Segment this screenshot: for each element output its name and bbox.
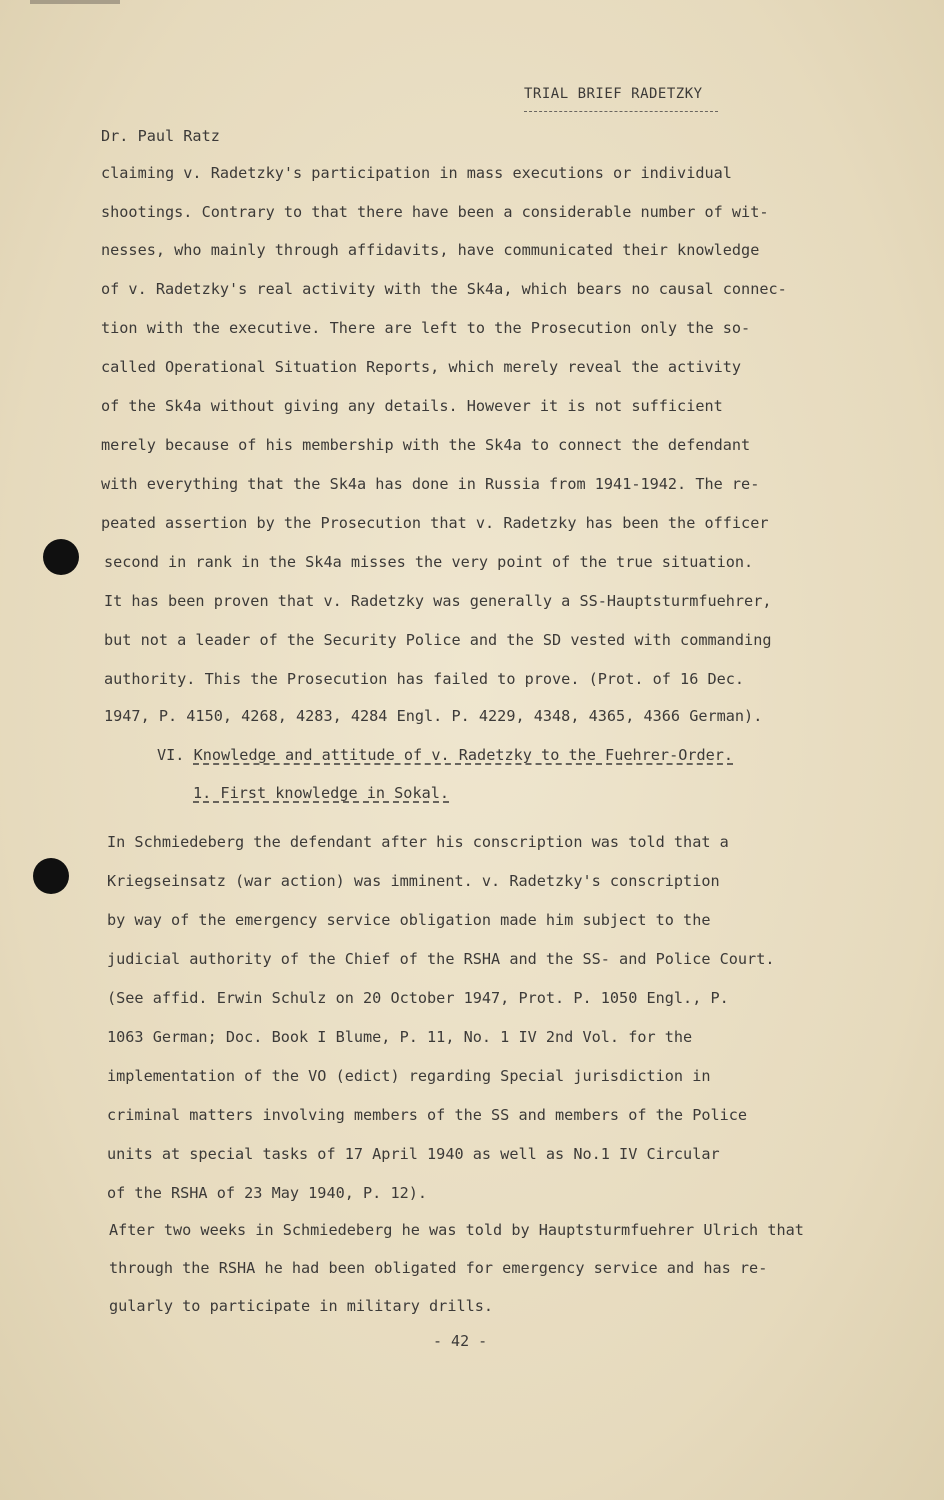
paragraph-1-line: shootings. Contrary to that there have been a considerable number of wit-	[101, 203, 769, 221]
paragraph-1-line: peated assertion by the Prosecution that v. Radetzky has been the officer	[101, 514, 769, 532]
paragraph-2-line: of the RSHA of 23 May 1940, P. 12).	[107, 1184, 428, 1202]
paragraph-2-line: In Schmiedeberg the defendant after his conscription was told that a	[107, 833, 729, 851]
paragraph-2-line: judicial authority of the Chief of the RSHA and the SS- and Police Court.	[107, 950, 775, 968]
subsection-heading: 1. First knowledge in Sokal.	[193, 784, 450, 802]
paragraph-1-line: called Operational Situation Reports, which merely reveal the activity	[101, 358, 742, 376]
page-number: - 42 -	[433, 1332, 488, 1350]
header-underline	[524, 111, 718, 112]
paragraph-1-line: 1947, P. 4150, 4268, 4283, 4284 Engl. P. 4229, 4348, 4365, 4366 German).	[104, 707, 763, 725]
paragraph-2-line: by way of the emergency service obligation made him subject to the	[107, 911, 711, 929]
paragraph-2-line: (See affid. Erwin Schulz on 20 October 1947, Prot. P. 1050 Engl., P.	[107, 989, 729, 1007]
paragraph-1-line: nesses, who mainly through affidavits, have communicated their knowledge	[101, 241, 760, 259]
paragraph-3-line: gularly to participate in military drills.	[109, 1297, 494, 1315]
paragraph-2-line: implementation of the VO (edict) regarding Special jurisdiction in	[107, 1067, 711, 1085]
paragraph-2-line: Kriegseinsatz (war action) was imminent. v. Radetzky's conscription	[107, 872, 720, 890]
scan-edge-mark	[30, 0, 120, 4]
section-title: Knowledge and attitude of v. Radetzky to the Fuehrer-Order.	[193, 746, 734, 764]
paragraph-1-line: tion with the executive. There are left to the Prosecution only the so-	[101, 319, 751, 337]
paragraph-1-line: claiming v. Radetzky's participation in mass executions or individual	[101, 164, 732, 182]
paragraph-2-line: criminal matters involving members of the SS and members of the Police	[107, 1106, 748, 1124]
paragraph-1-line: of v. Radetzky's real activity with the Sk4a, which bears no causal connec-	[101, 280, 787, 298]
paragraph-1-line: second in rank in the Sk4a misses the very point of the true situation.	[104, 553, 754, 571]
paragraph-1-line: merely because of his membership with the Sk4a to connect the defendant	[101, 436, 751, 454]
punch-hole-upper	[43, 539, 79, 575]
paragraph-2-line: 1063 German; Doc. Book I Blume, P. 11, No. 1 IV 2nd Vol. for the	[107, 1028, 693, 1046]
section-number: VI.	[157, 746, 185, 764]
paragraph-1-line: but not a leader of the Security Police and the SD vested with commanding	[104, 631, 772, 649]
paragraph-2-line: units at special tasks of 17 April 1940 as well as No.1 IV Circular	[107, 1145, 720, 1163]
punch-hole-lower	[33, 858, 69, 894]
paragraph-1-line: It has been proven that v. Radetzky was generally a SS-Hauptsturmfuehrer,	[104, 592, 772, 610]
header-title: TRIAL BRIEF RADETZKY	[524, 86, 703, 102]
paragraph-1-line: authority. This the Prosecution has failed to prove. (Prot. of 16 Dec.	[104, 670, 745, 688]
paragraph-1-line: of the Sk4a without giving any details. However it is not sufficient	[101, 397, 723, 415]
section-heading	[157, 745, 733, 765]
paragraph-3-line: through the RSHA he had been obligated for emergency service and has re-	[109, 1259, 768, 1277]
paragraph-3-line: After two weeks in Schmiedeberg he was told by Hauptsturmfuehrer Ulrich that	[109, 1221, 804, 1239]
paragraph-1-line: with everything that the Sk4a has done in Russia from 1941-1942. The re-	[101, 475, 760, 493]
counsel-name: Dr. Paul Ratz	[101, 127, 220, 145]
